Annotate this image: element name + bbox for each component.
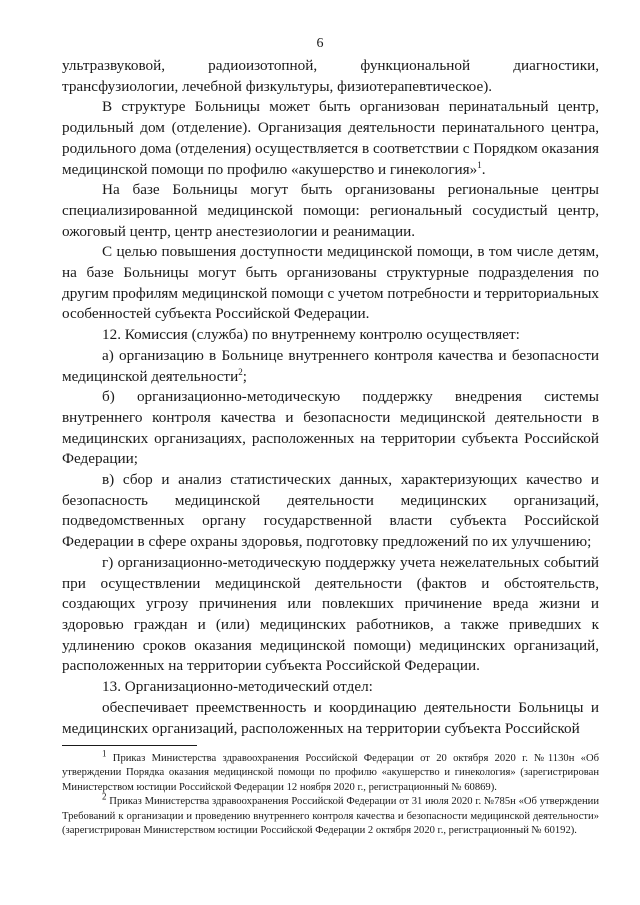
paragraph-text: б) организационно-методическую поддержку внедрения системы внутреннего контроля качества и безопасности медицинской деятельности в медицинских организациях, расположенных на территории субъекта Российской Федерации; [62,388,599,468]
paragraph-tail: ; [242,367,247,385]
footnote-marker: 2 [102,791,107,802]
page-number: 6 [316,36,324,51]
footnote [62,791,599,838]
paragraph-text: ультразвуковой, радиоизотопной, функциональной диагностики, трансфузиологии, лечебной физкультуры, физиотерапевтическое). [62,57,599,95]
paragraph-text: а) организацию в Больнице внутреннего контроля качества и безопасности медицинской деятельности [62,346,599,385]
paragraph-text: На базе Больницы могут быть организованы региональные центры специализированной медицинской помощи: региональный сосудистый центр, ожоговый центр, центр анестезиологии и реанимации. [62,181,599,240]
paragraph [62,56,599,97]
list-item [62,346,599,387]
footnote-ref: 1 [477,159,482,170]
paragraph-text: 12. Комиссия (служба) по внутреннему контролю осуществляет: [102,326,520,344]
paragraph [62,242,599,325]
paragraph-text: в) сбор и анализ статистических данных, характеризующих качество и безопасность медицинской деятельности медицинских организаций, подведомственных органу государственной власти субъекта Российской Федерации в сфере охраны здоровья, подготовку предложений по их улучшению; [62,471,599,551]
paragraph-tail: . [481,160,486,178]
footnote-marker: 1 [102,748,107,759]
list-item [62,553,599,677]
paragraph-text: г) организационно-методическую поддержку учета нежелательных событий при осуществлении медицинской деятельности (фактов и обстоятельств, создающих угрозу причинения или повлекших причинение вреда жизни и здоровью граждан и (или) медицинских работников, а также приведших к удлинению сроков оказания медицинской помощи) медицинских организаций, расположенных на территории субъекта Российской Федерации. [62,553,599,675]
paragraph-text: 13. Организационно-методический отдел: [102,678,373,696]
footnote [62,748,599,795]
section-heading [62,677,599,698]
paragraph [62,698,599,739]
list-item [62,470,599,553]
list-item [62,387,599,470]
paragraph [62,97,599,180]
footnote-ref: 2 [238,366,243,377]
footnotes [62,748,599,838]
footnote-divider [62,745,197,746]
footnote-text: Приказ Министерства здравоохранения Российской Федерации от 20 октября 2020 г. №1130н «Об утверждении Порядка оказания медицинской помощи по профилю «акушерство и гинекология» (зарегистрирован Министерством юстиции Российской Федерации 12 ноября 2020 г., регистрационный № 60869). [62,753,599,793]
paragraph [62,180,599,242]
section-heading [62,325,599,346]
paragraph-text: обеспечивает преемственность и координацию деятельности Больницы и медицинских организаций, расположенных на территории субъекта Российской [62,698,599,737]
paragraph-text: В структуре Больницы может быть организован перинатальный центр, родильный дом (отделение). Организация деятельности перинатального центра, родильного дома (отделения) осуществляется в соответствии с Порядком оказания медицинской помощи по профилю «акушерство и гинекология» [62,98,599,178]
footnote-text: Приказ Министерства здравоохранения Российской Федерации от 31 июля 2020 г. №785н «Об утверждении Требований к организации и проведению внутреннего контроля качества и безопасности медицинской деятельности» (зарегистрирован Министерством юстиции Российской Федерации 2 октября 2020 г., регистрационный № 60192). [62,796,599,837]
body-text [62,56,599,739]
paragraph-text: С целью повышения доступности медицинской помощи, в том числе детям, на базе Больницы могут быть организованы структурные подразделения по другим профилям медицинской помощи с учетом потребности и территориальных особенностей субъекта Российской Федерации. [62,243,599,323]
